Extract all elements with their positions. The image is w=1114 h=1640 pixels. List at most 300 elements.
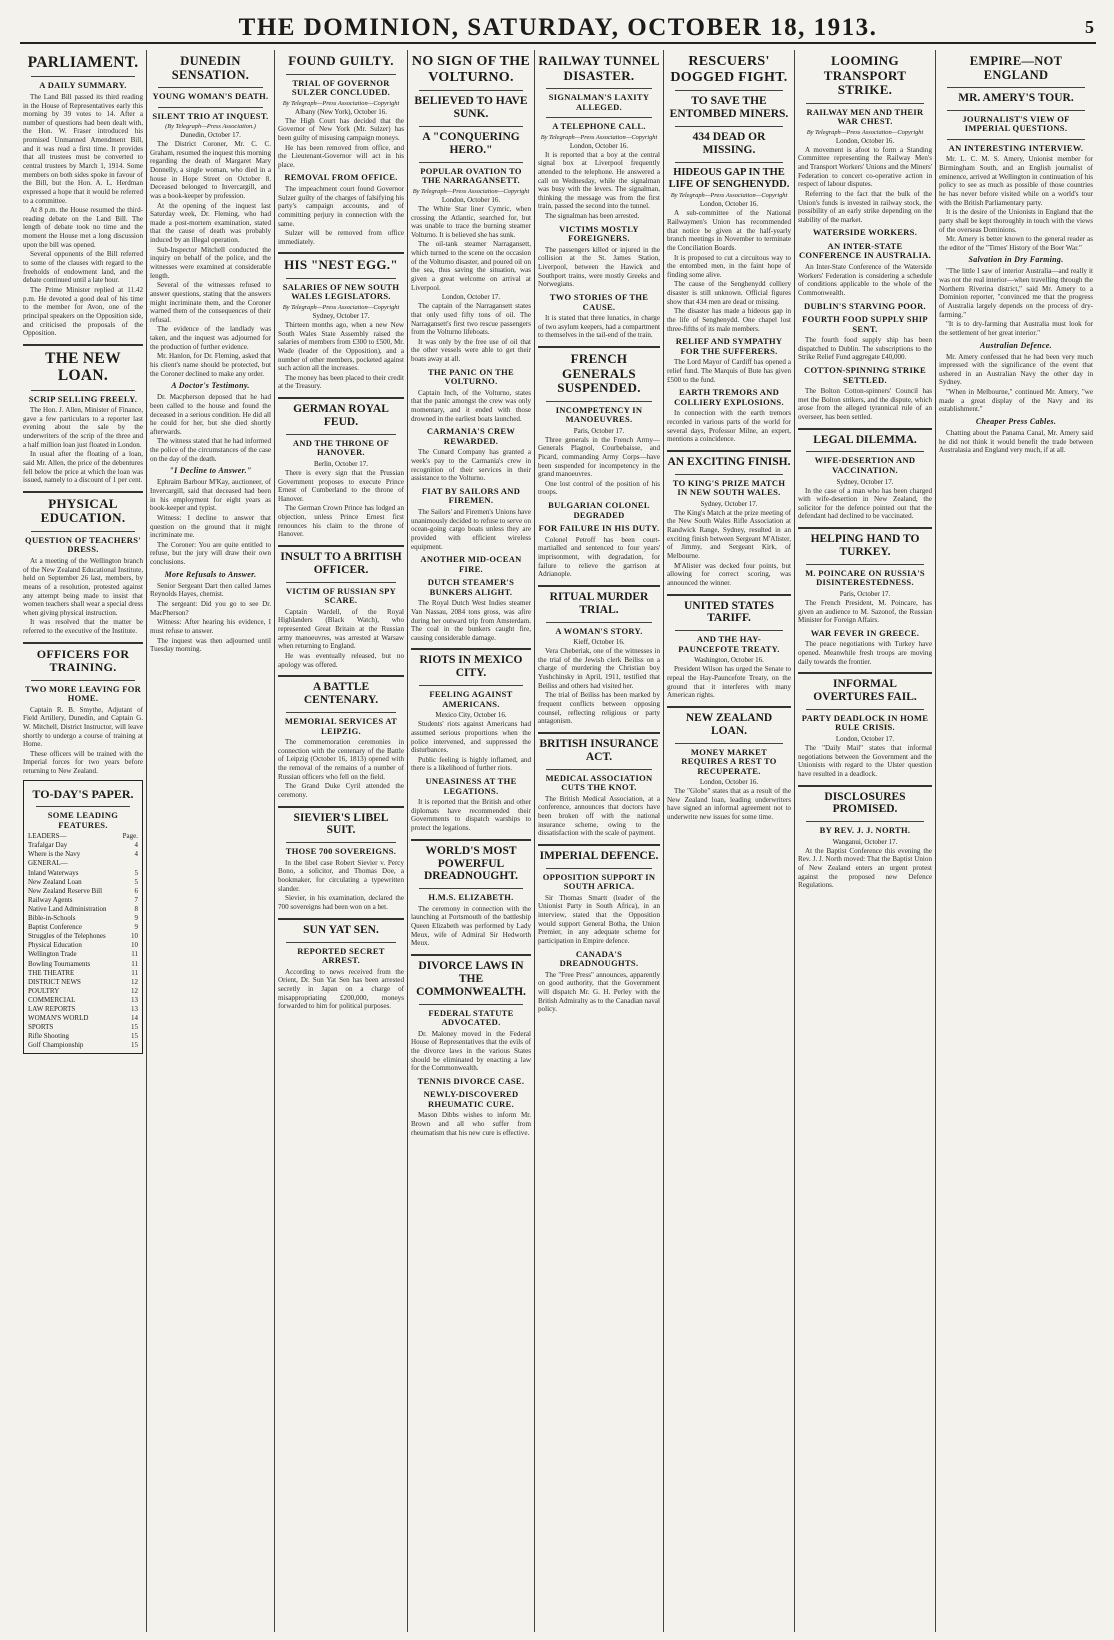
index-item	[28, 978, 138, 987]
section-title: CARMANIA'S CREW REWARDED.	[426, 426, 516, 446]
section-title: More Refusals to Answer.	[164, 569, 257, 579]
paragraph: Sievier, in his examination, declared the 700 sovereigns had been won on a bet.	[278, 894, 404, 912]
paragraph: The passengers killed or injured in the collision at the St. James Station, Liverpool, between the Hawick and Southport trains, were mostly Greeks and Norwegians.	[538, 245, 660, 289]
subheadline: RAILWAY MEN AND THEIR WAR CHEST.	[806, 106, 924, 127]
index-item-title: THE THEATRE	[28, 968, 75, 977]
paragraph: The Royal Dutch West Indies steamer Van Nassau, 2084 tons gross, was afire during her outward trip from Amsterdam. The coal in the bunkers caught fire, causing considerable damage.	[411, 599, 531, 642]
section-title: EARTH TREMORS AND COLLIERY EXPLOSIONS.	[674, 387, 784, 407]
headline: A BATTLE CENTENARY.	[303, 681, 379, 707]
index-item	[28, 841, 138, 850]
index-item-title: SPORTS	[28, 1023, 54, 1032]
dateline: Sydney, October 17.	[312, 312, 370, 320]
subheadline: MEDICAL ASSOCIATION CUTS THE KNOT.	[545, 772, 653, 793]
paragraph: Ephraim Barbour M'Kay, auctioneer, of Invercargill, said that deceased had been in his employment for eight years as book-keeper and typist.	[150, 478, 271, 513]
index-item-page: 8	[134, 904, 138, 913]
paragraph: The peace negotiations with Turkey have opened. Meanwhile fresh troops are moving daily towards the frontier.	[798, 640, 932, 666]
paragraph: The fourth food supply ship has been dispatched to Dublin. The subscriptions to the Strike Relief Fund aggregate £40,000.	[798, 336, 932, 362]
subheadline: WIFE-DESERTION AND VACCINATION.	[814, 455, 916, 475]
index-item-page: 15	[131, 1023, 138, 1032]
index-item-page: 11	[131, 959, 138, 968]
section-title: AN INTER-STATE CONFERENCE IN AUSTRALIA.	[798, 240, 932, 261]
index-item	[28, 896, 138, 905]
wire-credit: By Telegraph—Press Association—Copyright	[540, 133, 658, 141]
subheadline: SCRIP SELLING FREELY.	[28, 393, 138, 404]
paragraph: It is reported that the British and other diplomats have recommended their Governments to dispatch warships to protect the legations.	[411, 798, 531, 833]
paragraph: A sub-committee of the National Railwaymen's Union has recommended that notice be given at the half-yearly branch meetings in November to terminate the Conciliation Boards.	[667, 209, 791, 252]
index-item-page: 11	[131, 950, 138, 959]
subheadline: TO SAVE THE ENTOMBED MINERS.	[669, 95, 789, 121]
paragraph: In the libel case Robert Sievier v. Percy Bono, a solicitor, and Thomas Doe, a bookmaker, for circulating a typewritten slander.	[278, 858, 404, 893]
section-title: VICTIMS MOSTLY FOREIGNERS.	[559, 223, 639, 244]
subheadline: A DAILY SUMMARY.	[39, 80, 127, 91]
index-item-title: COMMERCIAL	[28, 995, 76, 1004]
headline: FRENCH GENERALS SUSPENDED.	[557, 350, 641, 396]
paragraph: The French President, M. Poincare, has given an audience to M. Sazonof, the Russian Minister for Foreign Affairs.	[798, 598, 932, 625]
paragraph: Several opponents of the Bill referred to some of the clauses with regard to the freeholds of endowment land, and the debate continued until a late hour.	[23, 250, 143, 285]
paragraph: He has been removed from office, and the Lieutenant-Governor will act in his place.	[278, 143, 404, 169]
index-item	[28, 1014, 138, 1023]
headline: DISCLOSURES PROMISED.	[824, 790, 906, 816]
section-title: ANOTHER MID-OCEAN FIRE.	[420, 554, 522, 574]
paragraph: The commemoration ceremonies in connection with the centenary of the Battle of Leipzig (October 16, 1813) opened with the removal of the remains of a number of Russian officers who fell on the field.	[278, 738, 404, 781]
wire-credit: By Telegraph—Press Association—Copyright	[282, 304, 400, 311]
paragraph: The witness stated that he had informed the police of the circumstances of the case on the day of the death.	[150, 437, 271, 463]
paragraph: The German Crown Prince has lodged an objection, unless Prince Ernest first renounces his claim to the throne of Hanover.	[278, 504, 404, 539]
index-item-title: Inland Waterways	[28, 868, 79, 877]
subheadline: MR. AMERY'S TOUR.	[958, 92, 1074, 104]
headline: SUN YAT SEN.	[303, 923, 379, 936]
section-title: A Doctor's Testimony.	[171, 381, 250, 391]
index-item-title: Baptist Conference	[28, 923, 82, 932]
section-title: COTTON-SPINNING STRIKE SETTLED.	[804, 365, 926, 385]
paragraph: Dr. Macpherson deposed that he had been called to the house and found the deceased in a serious condition. He did all he could for her, but she died shortly afterwards.	[150, 393, 271, 436]
paragraph: The evidence of the landlady was taken, and the inquest was adjourned for the production of further evidence.	[150, 325, 271, 351]
index-item	[28, 859, 138, 868]
subheadline: AND THE HAY-PAUNCEFOTE TREATY.	[678, 634, 780, 654]
index-item-title: New Zealand Reserve Bill	[28, 886, 103, 895]
headline: RIOTS IN MEXICO CITY.	[419, 654, 523, 680]
headline: HELPING HAND TO TURKEY.	[810, 533, 920, 558]
index-item	[28, 987, 138, 996]
page-number: 5	[1085, 17, 1094, 37]
index-item-title: Struggles of the Telephones	[28, 932, 106, 941]
index-item-page: 14	[131, 1014, 138, 1023]
paragraph: The trial of Beiliss has been marked by frequent conflicts between opposing counsel, reflecting religious or party antagonism.	[538, 691, 660, 726]
paragraph: The Coroner: You are quite entitled to refuse, but the jury will draw their own conclusions.	[150, 540, 271, 567]
paragraph: "The little I saw of interior Australia—and really it was not the real interior—when travelling through the Northern Riverina district," said Mr. Amery to a Dominion reporter, "convinced me that the progress of Australia largely depends on the process of dry-farming."	[939, 267, 1093, 319]
headline: EMPIRE—NOT ENGLAND	[969, 54, 1063, 82]
index-header-left: LEADERS—	[28, 832, 67, 841]
index-item-title: Rifle Shooting	[28, 1032, 70, 1041]
index-item	[28, 969, 138, 978]
headline: HIS "NEST EGG."	[284, 257, 398, 273]
paragraph: The ceremony in connection with the launching at Portsmouth of the battleship Queen Elizabeth was performed by Lady Meux, wife of Admiral Sir Hedworth Meux.	[411, 904, 531, 948]
paragraph: These officers will be trained with the Imperial forces for two years before returning to New Zealand.	[23, 749, 143, 776]
index-item-title: Native Land Administration	[28, 904, 107, 913]
index-item-title: Bowling Tournaments	[28, 959, 91, 968]
headline: GERMAN ROYAL FEUD.	[293, 403, 389, 428]
index-item-page: 5	[134, 868, 138, 877]
paragraph: Thirteen months ago, when a new New South Wales State Assembly raised the salaries of members from £300 to £500, Mr. Wade (leader of the Opposition), and a number of other members, pocketed against such action all the increases.	[278, 321, 404, 373]
headline: PARLIAMENT.	[27, 54, 139, 71]
subheadline: VICTIM OF RUSSIAN SPY SCARE.	[285, 585, 397, 606]
paragraph: Colonel Petroff has been court-martialled and sentenced to four years' imprisonment, with degradation, for failure to relieve the garrison at Adrianople.	[538, 535, 660, 579]
headline: DIVORCE LAWS IN THE COMMONWEALTH.	[416, 960, 526, 998]
index-item-title: GENERAL—	[28, 859, 68, 868]
paragraph: The Hon. J. Allen, Minister of Finance, gave a few particulars to a reporter last evening about the sale by the underwriters of the scrip of the three and a half million loan just floated in London.	[23, 406, 143, 449]
index-item-page: 4	[134, 841, 138, 850]
index-item-page: 10	[131, 932, 138, 941]
paragraph: Mr. Amery is better known to the general reader as the editor of the "Times' History of the Boer War."	[939, 235, 1093, 252]
paragraph: The Bolton Cotton-spinners' Council has met the Bolton strikers, and the dispute, which arose from the alleged tyrannical rule of an overseer, has been settled.	[798, 387, 932, 421]
index-item-page: 9	[134, 914, 138, 923]
paragraph: Referring to the fact that the bulk of the Union's funds is invested in railway stock, the possibility of an early strike depending on the stability of the market.	[798, 189, 932, 224]
index-item	[28, 878, 138, 887]
masthead	[20, 14, 1096, 44]
paragraph: The signalman has been arrested.	[545, 212, 640, 221]
paragraph: The sergeant: Did you go to see Dr. MacPherson?	[150, 600, 271, 617]
subheadline: A TELEPHONE CALL.	[552, 121, 646, 132]
newspaper-title: THE DOMINION, SATURDAY, OCTOBER 18, 1913.	[238, 14, 878, 41]
section-title: Salvation in Dry Farming.	[968, 255, 1064, 265]
subheadline: QUESTION OF TEACHERS' DRESS.	[25, 534, 141, 555]
column-1	[20, 50, 146, 1632]
dateline: Sydney, October 17.	[700, 499, 758, 508]
paragraph: Mason Dibbs wishes to inform Mr. Brown and all who suffer from rheumatism that his new cure is effective.	[411, 1111, 531, 1137]
headline: DUNEDIN SENSATION.	[171, 54, 250, 82]
dateline: Sydney, October 17.	[836, 477, 894, 486]
subheadline: HIDEOUS GAP IN THE LIFE OF SENGHENYDD.	[668, 166, 790, 190]
index-item	[28, 1041, 138, 1050]
index-item-page: 15	[131, 1032, 138, 1041]
paragraph: The British Medical Association, at a conference, announces that doctors have been broken off with the national insurance scheme, owing to the dissatisfaction with the scale of payment.	[538, 794, 660, 838]
paragraph: The money has been placed to their credit at the Treasury.	[278, 373, 404, 391]
column-5	[535, 50, 663, 1632]
index-item-page: 11	[131, 968, 138, 977]
paragraph: The "Globe" states that as a result of the New Zealand loan, leading underwriters have signed an informal agreement not to underwrite new issues for some time.	[667, 787, 791, 822]
paragraph: "When in Melbourne," continued Mr. Amery, "we made a great display of the Navy and its establishment."	[939, 388, 1093, 414]
index-subtitle: SOME LEADING FEATURES.	[47, 810, 119, 830]
paragraph: Sub-Inspector Mitchell conducted the inquiry on behalf of the police, and the witnesses were examined at considerable length.	[150, 245, 271, 280]
dateline: London, October 16.	[699, 778, 759, 787]
subheadline: TO KING'S PRIZE MATCH IN NEW SOUTH WALES.	[672, 477, 786, 498]
headline: FOUND GUILTY.	[288, 53, 394, 68]
index-item-page: 9	[134, 923, 138, 932]
index-item-title: WOMAN'S WORLD	[28, 1014, 89, 1023]
paragraph: In connection with the earth tremors recorded in various parts of the world for several days, Professor Milne, an expert, mentions a coincidence.	[667, 409, 791, 444]
index-header-right: Page.	[122, 832, 138, 841]
subheadline: MONEY MARKET REQUIRES A REST TO RECUPERATE.	[681, 746, 777, 776]
dateline: London, October 16.	[441, 195, 501, 204]
index-item-title: Wellington Trade	[28, 950, 77, 959]
paragraph: Dr. Maloney moved in the Federal House of Representatives that the evils of the divorce laws in the various States should be eliminated by enacting a law for the Commonwealth.	[411, 1029, 531, 1073]
headline: AN EXCITING FINISH.	[667, 455, 791, 468]
headline: NO SIGN OF THE VOLTURNO.	[411, 54, 531, 85]
index-item-title: POULTRY	[28, 986, 60, 995]
paragraph: Witness: I decline to answer that question on the ground that it might incriminate me.	[150, 513, 271, 540]
index-list	[28, 832, 138, 1050]
section-title: TENNIS DIVORCE CASE.	[417, 1075, 525, 1086]
paragraph: Mr. Hanlon, for Dr. Fleming, asked that his client's name should be protected, but the Coroner declined to make any order.	[150, 352, 271, 378]
paragraph: The Cunard Company has granted a week's pay to the Carmania's crew in recognition of their services in their assistance to the Volturno.	[411, 448, 531, 483]
headline: THE NEW LOAN.	[45, 349, 121, 385]
section-title: WATERSIDE WORKERS.	[812, 227, 918, 238]
column-4	[408, 50, 534, 1632]
paragraph: Three generals in the French Army—Generals Plagnol, Courbebaisse, and Picard, commanding Army Corps—have been suspended for incompetency in the grand manoeuvres.	[538, 435, 660, 479]
index-item-title: New Zealand Loan	[28, 877, 82, 886]
index-item-page: 15	[131, 1041, 138, 1050]
paragraph: In the case of a man who has been charged with wife-desertion in New Zealand, the solicitor for the defence pointed out that the defendant had declined to be vaccinated.	[798, 486, 932, 521]
paragraph: Public feeling is highly inflamed, and there is a likelihood of further riots.	[411, 755, 531, 773]
index-item	[28, 950, 138, 959]
subheadline: FEDERAL STATUTE ADVOCATED.	[428, 1007, 514, 1028]
subheadline: 434 DEAD OR MISSING.	[692, 131, 766, 156]
paragraph: The Prime Minister replied at 11.42 p.m. He devoted a good deal of his time to the member for Avon, one of the principal speakers on the Opposition side, and criticised the proposals of the Opposition.	[23, 285, 143, 338]
headline: INSULT TO A BRITISH OFFICER.	[280, 551, 402, 576]
dateline: London, October 17.	[441, 293, 501, 302]
wire-credit: By Telegraph—Press Association—Copyright	[412, 187, 530, 195]
subheadline: YOUNG WOMAN'S DEATH.	[152, 91, 269, 101]
index-item-title: Golf Championship	[28, 1041, 84, 1050]
section-title: Australian Defence.	[980, 340, 1052, 350]
paragraph: In usual after the floating of a loan, said Mr. Allen, the price of the debentures fell below the price at which the loan was issued, namely to a discount of 1 per cent.	[23, 450, 143, 485]
paragraph: Sir Thomas Smartt (leader of the Unionist Party in South Africa), in an interview, stated that the Opposition would support General Botha, the Union Premier, in any adequate scheme for participation in Empire defence.	[538, 893, 660, 945]
paragraph: A movement is afoot to form a Standing Committee representing the Railway Men's and Transport Workers' Unions and the Miners' Federation to concert co-operative action in respect of labour disputes.	[798, 145, 932, 189]
section-title: THE PANIC ON THE VOLTURNO.	[428, 366, 514, 387]
headline: SIEVIER'S LIBEL SUIT.	[293, 811, 389, 837]
index-item	[28, 914, 138, 923]
paragraph: "It is to dry-farming that Australia must look for the settlement of her great interior."	[939, 320, 1093, 337]
dateline: London, October 16.	[569, 141, 629, 150]
paragraph: Vera Cheberiak, one of the witnesses in the trial of the Jewish clerk Beiliss on a charge of murdering the Christian boy Yushchinsky in April, 1911, testified that Beiliss and others had visited her.	[538, 647, 660, 690]
index-item	[28, 941, 138, 950]
section-title: RELIEF AND SYMPATHY FOR THE SUFFERERS.	[675, 336, 783, 356]
index-item	[28, 960, 138, 969]
subheadline: BY REV. J. J. NORTH.	[819, 825, 911, 836]
paragraph: The Lord Mayor of Cardiff has opened a relief fund. The Marquis of Bute has given £500 to the fund.	[667, 358, 791, 384]
subheadline: PARTY DEADLOCK IN HOME RULE CRISIS.	[801, 712, 929, 733]
paragraph: He was eventually released, but no apology was offered.	[278, 652, 404, 669]
paragraph: It was only by the free use of oil that the other vessels were able to get their boats away at all.	[411, 337, 531, 364]
subheadline: INCOMPETENCY IN MANOEUVRES.	[555, 404, 643, 425]
index-item	[28, 905, 138, 914]
index-item-page: 4	[134, 850, 138, 859]
index-box	[23, 780, 143, 1055]
section-title: BULGARIAN COLONEL DEGRADED	[548, 500, 650, 520]
index-item-page: 12	[131, 986, 138, 995]
section-title: DUTCH STEAMER'S BUNKERS ALIGHT.	[427, 577, 515, 597]
paragraph: At 8 p.m. the House resumed the third-reading debate on the Land Bill. The length of debate took no time and the moment the House met a long discussion upon the bill was opened.	[23, 206, 143, 249]
paragraph: Witness: After hearing his evidence, I must refuse to answer.	[150, 618, 271, 635]
subheadline: POPULAR OVATION TO THE NARRAGANSETT.	[420, 165, 522, 186]
index-item-page: 10	[131, 941, 138, 950]
index-item-page: 5	[134, 877, 138, 886]
headline: RITUAL MURDER TRIAL.	[549, 590, 649, 616]
dateline: Dunedin, October 17.	[180, 131, 241, 140]
paragraph: M'Alister was decked four points, but allowing for correct scoring, was announced the winner.	[667, 561, 791, 587]
paragraph: The "Daily Mail" states that informal negotiations between the Government and the Unionists with regard to the Ulster question have resulted in a deadlock.	[798, 744, 932, 778]
index-item	[28, 923, 138, 932]
dateline: London, October 16.	[835, 136, 895, 145]
headline: INFORMAL OVERTURES FAIL.	[813, 678, 917, 704]
index-item	[28, 887, 138, 896]
index-item-title: Railway Agents	[28, 895, 73, 904]
subheadline: OPPOSITION SUPPORT IN SOUTH AFRICA.	[542, 871, 656, 892]
paragraph: Mr. L. C. M. S. Amery, Unionist member for Birmingham South, and an English journalist of eminence, arrived at Wellington in continuation of his policy to see as much as possible of those countries he has never before visited while on a world's tour with the British Parliamentary party.	[939, 155, 1093, 207]
section-title: TWO STORIES OF THE CAUSE.	[549, 292, 649, 312]
subheadline: BELIEVED TO HAVE SUNK.	[414, 95, 528, 121]
paragraph: The District Coroner, Mr. C. C. Graham, resumed the inquest this morning regarding the death of Margaret Mary Donnelly, a single woman, who died in a house in Hope Street on October 8. Deceased belonged to Invercargill, and was a book-keeper by profession.	[150, 140, 271, 200]
column-3	[275, 50, 407, 1632]
subheadline: SALARIES OF NEW SOUTH WALES LEGISLATORS.	[282, 281, 400, 302]
index-item-page: 13	[131, 1004, 138, 1013]
dateline: Paris, October 17.	[839, 589, 891, 598]
paragraph: The High Court has decided that the Governor of New York (Mr. Sulzer) has been guilty of misusing campaign moneys.	[278, 116, 404, 142]
paragraph: Captain R. B. Smythe, Adjutant of Field Artillery, Dunedin, and Captain G. W. Mitchell, District Instructor, will leave shortly to undergo a course of training at Home.	[23, 705, 143, 749]
paragraph: According to news received from the Orient, Dr. Sun Yat Sen has been arrested secretly in Japan on a charge of misappropriating £200,000, moneys forwarded to him for political purposes.	[278, 967, 404, 1011]
subheadline: TRIAL OF GOVERNOR SULZER CONCLUDED.	[291, 77, 391, 98]
paragraph: President Wilson has urged the Senate to repeal the Hay-Pauncefote Treaty, on the ground that it interferes with many American rights.	[667, 665, 791, 700]
section-title: REMOVAL FROM OFFICE.	[284, 172, 398, 183]
paragraph: It is stated that three lunatics, in charge of two asylum keepers, had a compartment to themselves in the tail-end of the train.	[538, 314, 660, 340]
column-7	[795, 50, 935, 1632]
subheadline: TWO MORE LEAVING FOR HOME.	[24, 683, 142, 704]
paragraph: The cause of the Senghenydd colliery disaster is still unknown. Official figures show that 434 men are dead or missing.	[667, 280, 791, 306]
section-title: "I Decline to Answer."	[169, 466, 252, 476]
paragraph: Chatting about the Panama Canal, Mr. Amery said he did not think it would benefit the trade between Australasia and England very much, if at all.	[939, 428, 1093, 455]
subheadline: A WOMAN'S STORY.	[555, 625, 643, 636]
dateline: Wanganui, October 17.	[832, 837, 898, 846]
index-item-title: Trafalgar Day	[28, 841, 68, 850]
paragraph: The Land Bill passed its third reading in the House of Representatives early this morning by 39 votes to 14. After a number of questions had been dealt with, the Hon. W. Fraser introduced his promised Unmanned Amendment Bill, and it was read a first time. It provides that all trustees must be converted to central trustees by March 1, 1914. Some members on both sides spoke in favour of the Bill, but the Hon. A. L. Herdman expressed a hope that it would be referred to a committee.	[23, 92, 143, 205]
section-title: FIAT BY SAILORS AND FIREMEN.	[421, 485, 521, 506]
column-6	[664, 50, 794, 1632]
index-item-title: LAW REPORTS	[28, 1004, 76, 1013]
paragraph: The oil-tank steamer Narragansett, which turned to the scene on the occasion of the Volturno disaster, and poured oil on the sea, thus saving the situation, was given a great welcome on arrival at Liverpool.	[411, 240, 531, 292]
paragraph: The disaster has made a hideous gap in the life of Senghenydd. One chapel lost three-fifths of its male members.	[667, 307, 791, 333]
subheadline: A "CONQUERING HERO."	[422, 131, 520, 156]
index-item	[28, 1032, 138, 1041]
paragraph: Senior Sergeant Dart then called James Reynolds Hayes, chemist.	[150, 581, 271, 599]
subheadline: SILENT TRIO AT INQUEST.	[152, 110, 269, 121]
paragraph: It was resolved that the matter be referred to the executive of the Institute.	[23, 618, 143, 636]
paragraph: It is reported that a boy at the central signal box at Liverpool frequently attended to the telephone. He answered a call on Wednesday, while the signalman was busy with the levers. The signalman, thinking the message was from the first train, passed the second into the tunnel.	[538, 150, 660, 211]
paragraph: An Inter-State Conference of the Waterside Workers' Federation is considering a schedule of conditions applicable to the whole of the Commonwealth.	[798, 262, 932, 297]
column-2	[147, 50, 274, 1632]
subheadline: AN INTERESTING INTERVIEW.	[948, 142, 1084, 153]
section-title: UNEASINESS AT THE LEGATIONS.	[425, 776, 517, 796]
index-item-title: Physical Education	[28, 941, 82, 950]
wire-credit: By Telegraph—Press Association—Copyright	[282, 99, 400, 107]
headline: NEW ZEALAND LOAN.	[685, 711, 773, 737]
paragraph: The captain of the Narragansett states that only used fifty tons of oil. The Narragansett's first two rescue passengers from the Volturno lifeboats.	[411, 302, 531, 337]
paragraph: Captain Wardell, of the Royal Highlanders (Black Watch), who represented Great Britain at the Russian army manoeuvres, was arrested at Warsaw when returning to England.	[278, 607, 404, 651]
paragraph: The "Free Press" announces, apparently on good authority, that the Government will dispatch Mr. G. H. Perley with the British Admiralty as to the Canadian naval policy.	[538, 970, 660, 1014]
headline: UNITED STATES TARIFF.	[683, 599, 774, 625]
paragraph: It is proposed to cut a circuitous way to the entombed men, in the faint hope of finding some alive.	[667, 253, 791, 279]
headline: WORLD'S MOST POWERFUL DREADNOUGHT.	[423, 844, 519, 883]
index-item-title: DISTRICT NEWS	[28, 977, 81, 986]
subheadline: H.M.S. ELIZABETH.	[428, 892, 514, 903]
index-item	[28, 869, 138, 878]
subheadline: JOURNALIST'S VIEW OF IMPERIAL QUESTIONS.	[962, 113, 1070, 134]
section-title: Cheaper Press Cables.	[975, 416, 1057, 426]
index-item-page: 12	[131, 977, 138, 986]
headline: LOOMING TRANSPORT STRIKE.	[823, 53, 907, 98]
section-title: FOURTH FOOD SUPPLY SHIP SENT.	[802, 314, 928, 334]
index-item	[28, 850, 138, 859]
index-title: TO-DAY'S PAPER.	[32, 786, 134, 801]
headline: BRITISH INSURANCE ACT.	[539, 737, 659, 763]
headline: IMPERIAL DEFENCE.	[539, 849, 659, 862]
section-title: NEWLY-DISCOVERED RHEUMATIC CURE.	[423, 1089, 519, 1109]
subheadline: REPORTED SECRET ARREST.	[297, 945, 385, 966]
index-item	[28, 932, 138, 941]
dateline: London, October 17.	[835, 735, 895, 743]
column-8	[936, 50, 1096, 1632]
section-title: FOR FAILURE IN HIS DUTY.	[538, 523, 660, 534]
section-title: DUBLIN'S STARVING POOR.	[804, 300, 926, 311]
index-item-page: 7	[134, 895, 138, 904]
dateline: Berlin, October 17.	[313, 459, 369, 468]
dateline: Kieff, October 16.	[573, 638, 625, 647]
wire-credit: By Telegraph—Press Association—Copyright	[670, 192, 788, 200]
index-item	[28, 1023, 138, 1032]
section-title: CANADA'S DREADNOUGHTS.	[559, 948, 639, 969]
paragraph: Several of the witnesses refused to answer questions, stating that the answers might incriminate them, and the Coroner warned them of the consequences of their refusal.	[150, 281, 271, 324]
headline: OFFICERS FOR TRAINING.	[36, 646, 130, 675]
paragraph: The Grand Duke Cyril attended the ceremony.	[278, 782, 404, 799]
dateline: Mexico City, October 16.	[435, 711, 507, 720]
headline: RAILWAY TUNNEL DISASTER.	[538, 53, 660, 83]
paragraph: Students' riots against Americans had assumed serious proportions when the police intervened, and suppressed the disturbances.	[411, 720, 531, 755]
index-item	[28, 1005, 138, 1014]
subheadline: FEELING AGAINST AMERICANS.	[429, 689, 513, 709]
index-header	[28, 832, 138, 841]
paragraph: The Sailors' and Firemen's Unions have unanimously decided to refuse to serve on ocean-going cargo boats unless they are provided with efficient wireless equipment.	[411, 507, 531, 551]
subheadline: SIGNALMAN'S LAXITY ALLEGED.	[548, 92, 650, 112]
paragraph: There is every sign that the Prussian Government proposes to execute Prince Ernest of Cumberland to the throne of Hanover.	[278, 468, 404, 503]
headline: PHYSICAL EDUCATION.	[40, 495, 126, 526]
paragraph: The White Star liner Cymric, when crossing the Atlantic, searched for, but was unable to trace the burning steamer Volturno. It is believed she has sunk.	[411, 204, 531, 239]
paragraph: The impeachment court found Governor Sulzer guilty of the charges of falsifying his party's campaign accounts, and of committing perjury in connection with the same.	[278, 184, 404, 228]
index-item-page: 13	[131, 995, 138, 1004]
paragraph: One lost control of the position of his troops.	[538, 479, 660, 497]
dateline: Washington, October 16.	[694, 656, 764, 665]
wire-credit: (By Telegraph—Press Association.)	[165, 123, 256, 131]
paragraph: The inquest was then adjourned until Tuesday morning.	[150, 636, 271, 654]
paragraph: Captain Inch, of the Volturno, states that the panic amongst the crew was only momentary, and it ended with those drowned in the earliest boats launched.	[411, 388, 531, 423]
paragraph: Sulzer will be removed from office immediately.	[278, 229, 404, 246]
headline: RESCUERS' DOGGED FIGHT.	[670, 54, 788, 85]
dateline: Albany (New York), October 16.	[295, 107, 387, 116]
paragraph: At the opening of the inquest last Saturday week, Dr. Fleming, who had made a post-mortem examination, stated that the cause of death was probably induced by an illegal operation.	[150, 201, 271, 245]
index-item-title: Bible-in-Schools	[28, 914, 76, 923]
index-item	[28, 996, 138, 1005]
subheadline: M. POINCARE ON RUSSIA'S DISINTERESTEDNESS.	[805, 567, 925, 588]
subheadline: THOSE 700 SOVEREIGNS.	[285, 846, 397, 857]
subheadline: AND THE THRONE OF HANOVER.	[292, 437, 390, 458]
index-item-page: 6	[134, 886, 138, 895]
paragraph: At the Baptist Conference this evening the Rev. J. J. North moved: That the Baptist Union of New Zealand enters an urgent protest against the proposed new Defence Regulations.	[798, 846, 932, 890]
index-item-title: Where is the Navy	[28, 850, 81, 859]
paragraph: At a meeting of the Wellington branch of the New Zealand Educational Institute, held on September 26 last, members, by means of a resolution, protested against any attempt being made to insist that women teachers shall wear a special dress when giving physical instruction.	[23, 556, 143, 617]
paragraph: Mr. Amery confessed that he had been very much impressed with the significance of the event that ushered in an Australian Navy the other day in Sydney.	[939, 352, 1093, 387]
headline: LEGAL DILEMMA.	[813, 433, 917, 446]
wire-credit: By Telegraph—Press Association—Copyright	[806, 128, 924, 136]
dateline: London, October 16.	[699, 200, 759, 209]
subheadline: MEMORIAL SERVICES AT LEIPZIG.	[284, 716, 398, 736]
